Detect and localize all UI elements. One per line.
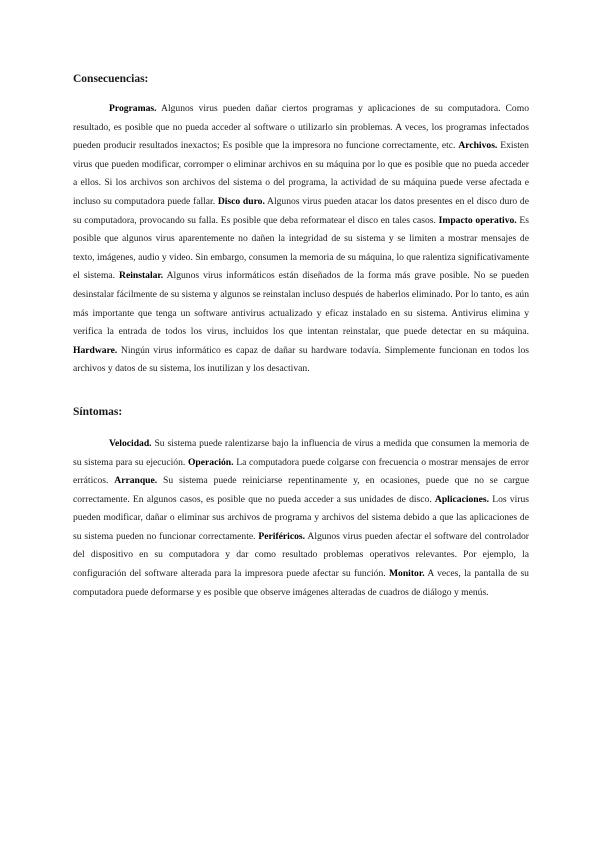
term-reinstalar: Reinstalar. [119, 270, 164, 282]
text-operacion: La computadora puede colgarse con frecuencia o mostrar mensajes de error erráticos. [73, 456, 529, 487]
document-content [73, 70, 529, 602]
consecuencias-paragraph [73, 100, 529, 379]
term-hardware: Hardware. [73, 344, 118, 356]
term-perifericos: Periféricos. [258, 530, 306, 542]
text-archivos: Existen virus que pueden modificar, corromper o eliminar archivos en su máquina por lo que es posible que no pueda acceder a ellos. Si los archivos son archivos del sistema o del programa, la actividad de su máquina puede verse afectada e incluso su computadora puede fallar. [73, 140, 529, 207]
sintomas-paragraph [73, 435, 529, 602]
term-archivos: Archivos. [458, 140, 498, 152]
text-arranque: Su sistema puede reiniciarse repentinamente y, en ocasiones, puede que no se cargue correctamente. En algunos casos, es posible que no pueda acceder a sus unidades de disco. [73, 475, 529, 505]
term-monitor: Monitor. [388, 568, 425, 580]
term-aplicaciones: Aplicaciones. [434, 493, 490, 505]
text-perifericos: Algunos virus pueden afectar el software del controlador del dispositivo en su computadora y dar como resultado problemas operativos relevantes. Por ejemplo, la configuración del software alterada para la impresora puede afectar su función. [73, 530, 529, 580]
section-heading-sintomas: Síntomas: [73, 405, 123, 418]
term-arranque: Arranque. [114, 475, 158, 487]
term-disco-duro: Disco duro. [217, 195, 265, 207]
text-impacto-operativo: Es posible que algunos virus aparentemente no dañen la integridad de su sistema y se limiten a mostrar mensajes de texto, imágenes, audio y video. Sin embargo, consumen la memoria de su máquina, lo que ralentiza significativamente el sistema. [73, 214, 530, 282]
text-disco-duro: Algunos virus pueden atacar los datos presentes en el disco duro de su computadora, provocando su falla. Es posible que deba reformatear el disco en tales casos. [73, 195, 529, 226]
text-hardware: Ningún virus informático es capaz de dañar su hardware todavía. Simplemente funcionan en todos los archivos y datos de su sistema, los inutilizan y los desactivan. [73, 344, 529, 375]
text-velocidad: Su sistema puede ralentizarse bajo la influencia de virus a medida que consumen la memoria de su sistema para su ejecución. [73, 437, 529, 468]
text-aplicaciones: Los virus pueden modificar, dañar o eliminar sus archivos de programa y archivos del sistema debido a que las aplicaciones de su sistema pueden no funcionar correctamente. [73, 493, 529, 542]
term-impacto-operativo: Impacto operativo. [438, 214, 517, 226]
term-velocidad: Velocidad. [109, 437, 152, 449]
section-heading-consecuencias: Consecuencias: [73, 73, 149, 85]
text-monitor: A veces, la pantalla de su computadora puede deformarse y es posible que observe imágenes alteradas de cuadros de diálogo y menús. [73, 568, 529, 598]
text-programas: Algunos virus pueden dañar ciertos programas y aplicaciones de su computadora. Como resultado, es posible que no pueda acceder al software o utilizarlo sin problemas. A veces, los programas infectados pueden producir resultados inexactos; Es posible que la impresora no funcione correctamente, etc. [73, 103, 529, 152]
text-reinstalar: Algunos virus informáticos están diseñados de la forma más grave posible. No se pueden desinstalar fácilmente de su sistema y algunos se reinstalan incluso después de haberlos eliminado. Por lo tanto, es aún más importante que tenga un software antivirus actualizado y eficaz instalado en su sistema. Antivirus elimina y verifica la entrada de todos los virus, incluidos los que intentan reinstalar, que puede detectar en su máquina. [73, 270, 529, 338]
term-programas: Programas. [109, 103, 157, 114]
term-operacion: Operación. [187, 456, 234, 468]
